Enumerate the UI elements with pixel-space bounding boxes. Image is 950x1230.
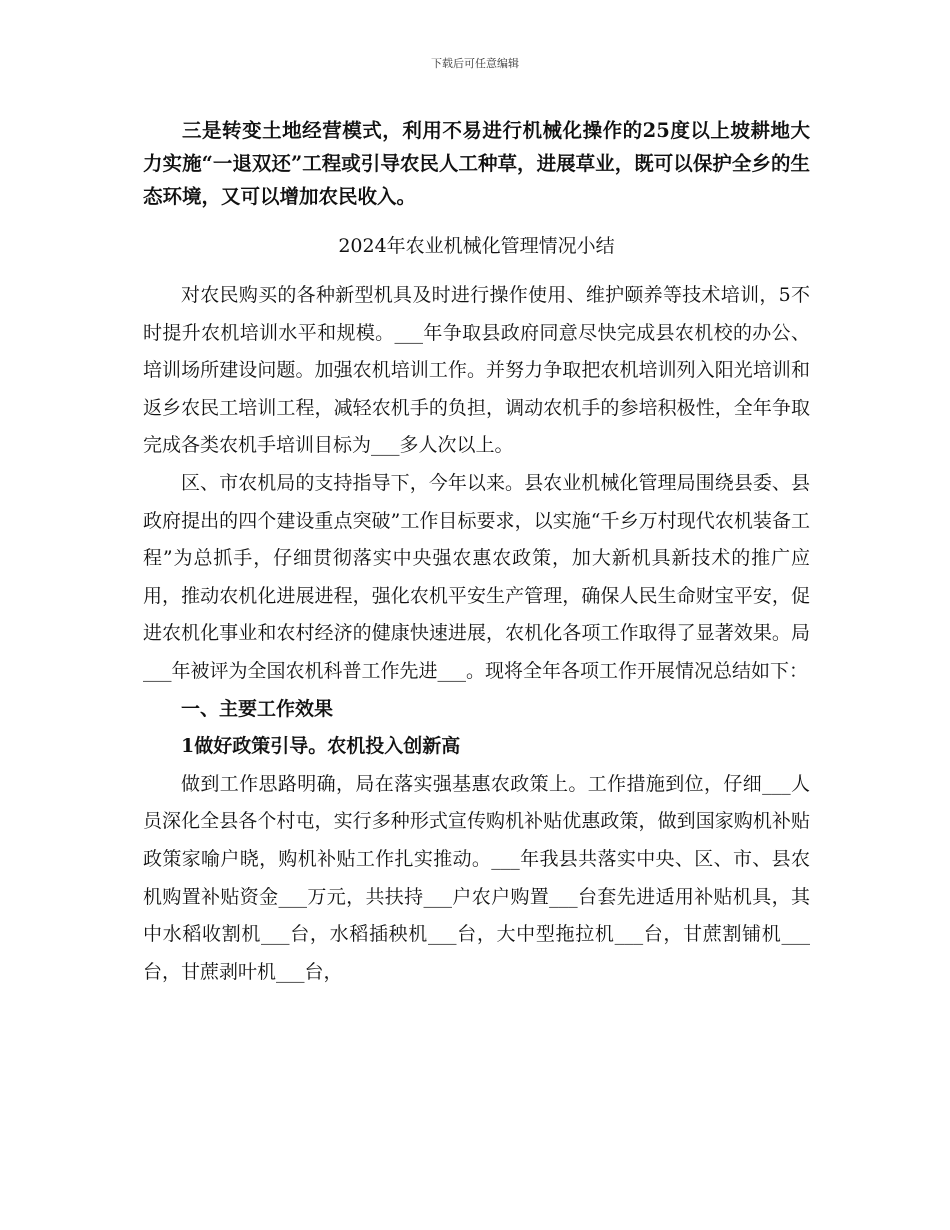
page-header-note: 下载后可任意编辑 (431, 57, 519, 70)
document-body (143, 114, 810, 991)
body-paragraph-training: 对农民购买的各种新型机具及时进行操作使用、维护颐养等技术培训，5不时提升农机培训水平和规模。___年争取县政府同意尽快完成县农机校的办公、培训场所建设问题。加强农机培训工作。并努力争取把农机培训列入阳光培训和返乡农民工培训工程，减轻农机手的负担，调动农机手的参培积极性，全年争取完成各类农机手培训目标为___多人次以上。 (143, 284, 810, 457)
section-heading: 一、主要工作效果 (181, 697, 334, 720)
subsection-heading: 1做好政策引导。农机投入创新高 (181, 735, 461, 758)
body-paragraph-policy: 做到工作思路明确，局在落实强基惠农政策上。工作措施到位，仔细___人员深化全县各个村屯，实行多种形式宣传购机补贴优惠政策，做到国家购机补贴政策家喻户晓，购机补贴工作扎实推动。___年我县共落实中央、区、市、县农机购置补贴资金___万元，共扶持___户农户购置___台套先进适用补贴机具，其中水稻收割机___台，水稻插秧机___台，大中型拖拉机___台，甘蔗割铺机___台，甘蔗剥叶机___台， (143, 772, 810, 983)
lead-paragraph: 三是转变土地经营模式，利用不易进行机械化操作的25度以上坡耕地大力实施“一退双还”工程或引导农民人工种草，进展草业，既可以保护全乡的生态环境，又可以增加农民收入。 (143, 119, 810, 208)
document-title: 2024年农业机械化管理情况小结 (338, 235, 615, 257)
body-paragraph-summary: 区、市农机局的支持指导下，今年以来。县农业机械化管理局围绕县委、县政府提出的四个建设重点突破”工作目标要求，以实施“千乡万村现代农机装备工程”为总抓手，仔细贯彻落实中央强农惠农政策，加大新机具新技术的推广应用，推动农机化进展进程，强化农机平安生产管理，确保人民生命财宝平安，促进农机化事业和农村经济的健康快速进展，农机化各项工作取得了显著效果。局___年被评为全国农机科普工作先进___。现将全年各项工作开展情况总结如下： (143, 471, 810, 682)
